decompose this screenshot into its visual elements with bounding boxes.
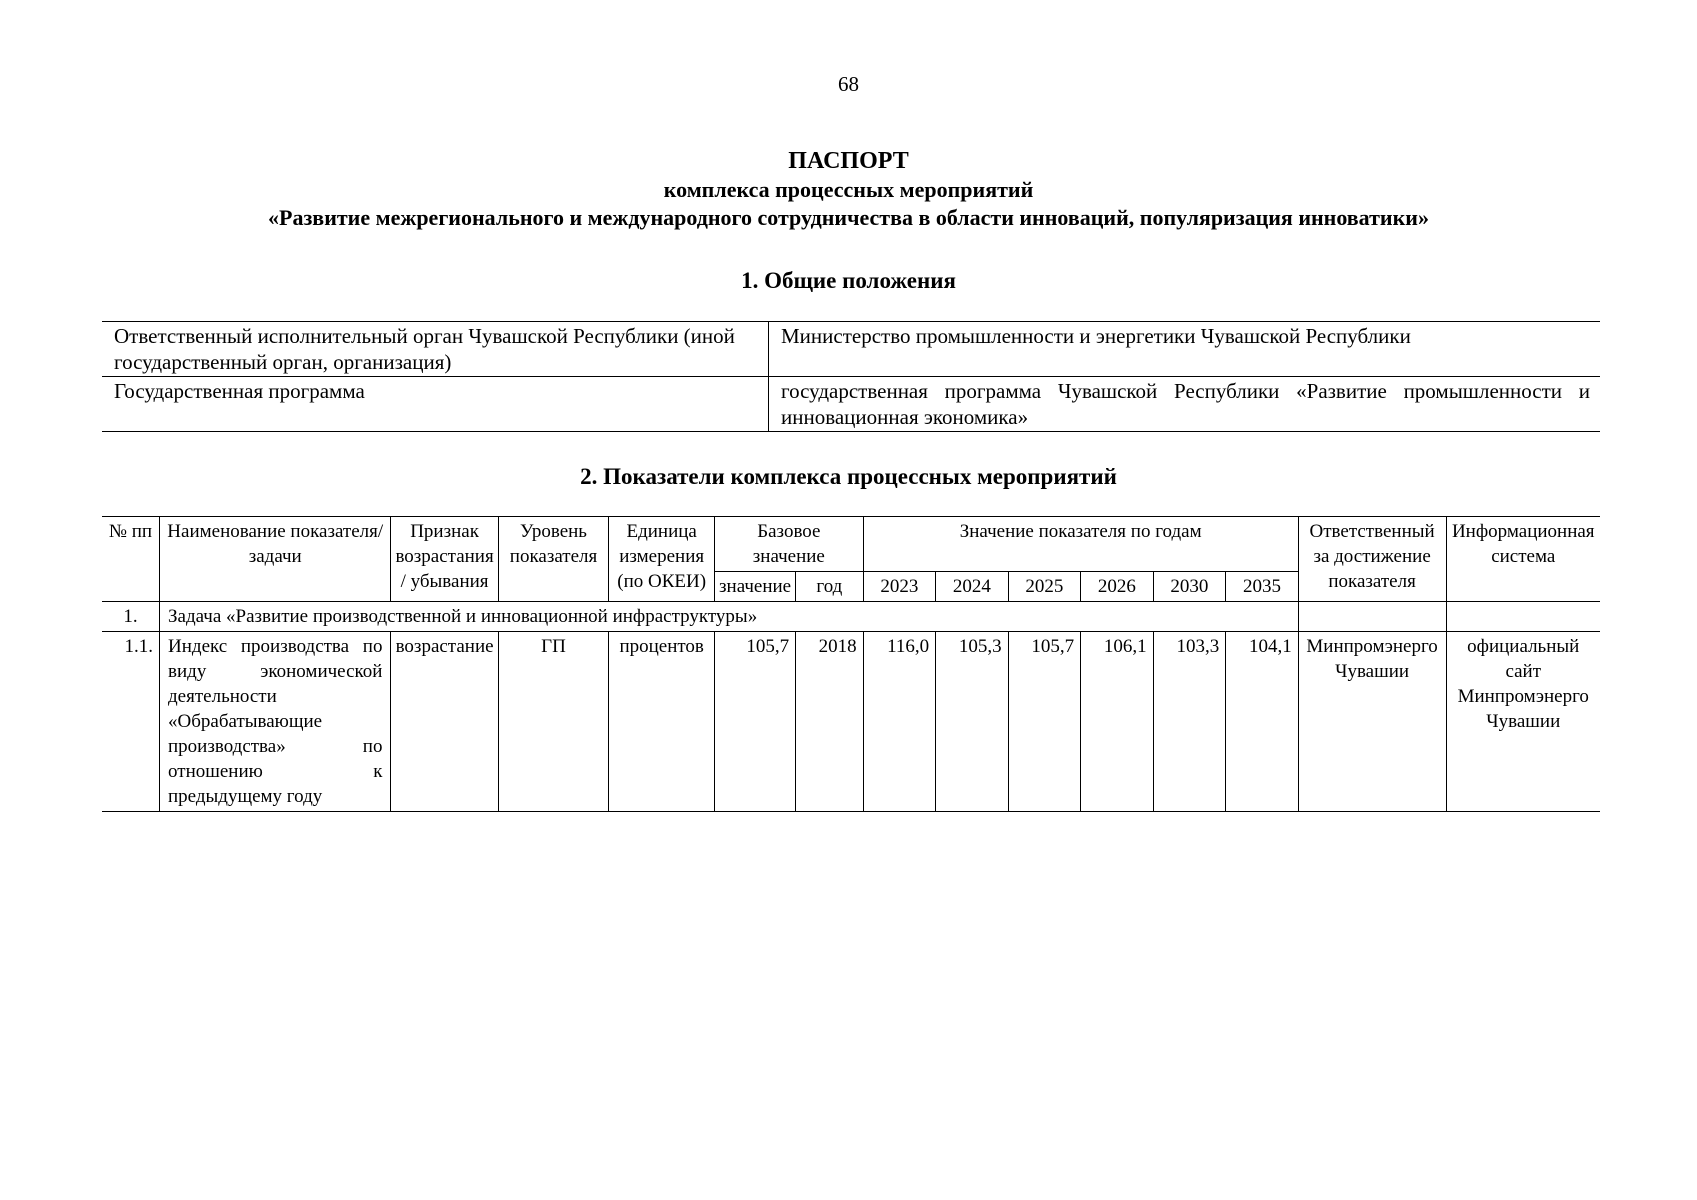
indicator-value: 105,3 [936,632,1009,812]
col-info-system-header: Информационная система [1446,517,1600,602]
indicators-table [102,516,1600,812]
indicator-value: 103,3 [1153,632,1226,812]
indicator-value: 106,1 [1081,632,1154,812]
indicator-base-value: 105,7 [715,632,796,812]
col-responsible-header: Ответственный за достижение показателя [1298,517,1446,602]
task-row [102,602,1600,632]
page-number: 68 [838,72,859,96]
indicator-responsible: Минпромэнерго Чувашии [1298,632,1446,812]
indicator-value: 105,7 [1008,632,1081,812]
indicator-name: Индекс производства по виду экономической деятельности «Обрабатывающие производства» по отношению к предыдущему году [160,632,391,812]
task-empty-cell [1446,602,1600,632]
col-base-header: Базовое значение [715,517,864,572]
col-year-header: 2025 [1008,572,1081,602]
indicator-trend: возрастание [391,632,498,812]
state-program-label: Государственная программа [102,377,769,432]
title-line-3: «Развитие межрегионального и международного сотрудничества в области инноваций, популяризация инноватики» [268,205,1429,230]
section-2-heading: 2. Показатели комплекса процессных мероприятий [580,464,1117,489]
indicator-value: 104,1 [1226,632,1299,812]
col-year-header: 2030 [1153,572,1226,602]
col-year-header: 2026 [1081,572,1154,602]
task-empty-cell [1298,602,1446,632]
indicator-num: 1.1. [102,632,160,812]
table-row [102,322,1600,377]
table-row [102,377,1600,432]
general-provisions-table [102,321,1600,432]
indicator-unit: процентов [609,632,715,812]
col-year-header: 2023 [863,572,935,602]
title-line-2: комплекса процессных мероприятий [663,177,1034,202]
state-program-value: государственная программа Чувашской Республики «Развитие промышленности и инновационная экономика» [769,377,1601,432]
indicator-value: 116,0 [863,632,935,812]
col-num-header: № пп [102,517,160,602]
col-base-value-header: значение [715,572,796,602]
indicator-info-system: официальный сайт Минпромэнерго Чувашии [1446,632,1600,812]
col-level-header: Уровень показателя [498,517,609,602]
col-year-header: 2024 [936,572,1009,602]
col-unit-header: Единица измерения (по ОКЕИ) [609,517,715,602]
indicator-row [102,632,1600,812]
col-trend-header: Признак возрастания / убывания [391,517,498,602]
task-text: Задача «Развитие производственной и инновационной инфраструктуры» [160,602,1299,632]
header-row-1 [102,517,1600,572]
col-year-header: 2035 [1226,572,1299,602]
col-base-year-header: год [796,572,864,602]
responsible-body-value: Министерство промышленности и энергетики Чувашской Республики [769,322,1601,377]
title-main: ПАСПОРТ [788,148,909,174]
section-1-heading: 1. Общие положения [741,268,956,293]
indicator-level: ГП [498,632,609,812]
col-years-group-header: Значение показателя по годам [863,517,1298,572]
indicator-base-year: 2018 [796,632,864,812]
responsible-body-label: Ответственный исполнительный орган Чувашской Республики (иной государственный орган, организация) [102,322,769,377]
document-title [0,146,1697,232]
col-name-header: Наименование показателя/задачи [160,517,391,602]
task-num: 1. [102,602,160,632]
